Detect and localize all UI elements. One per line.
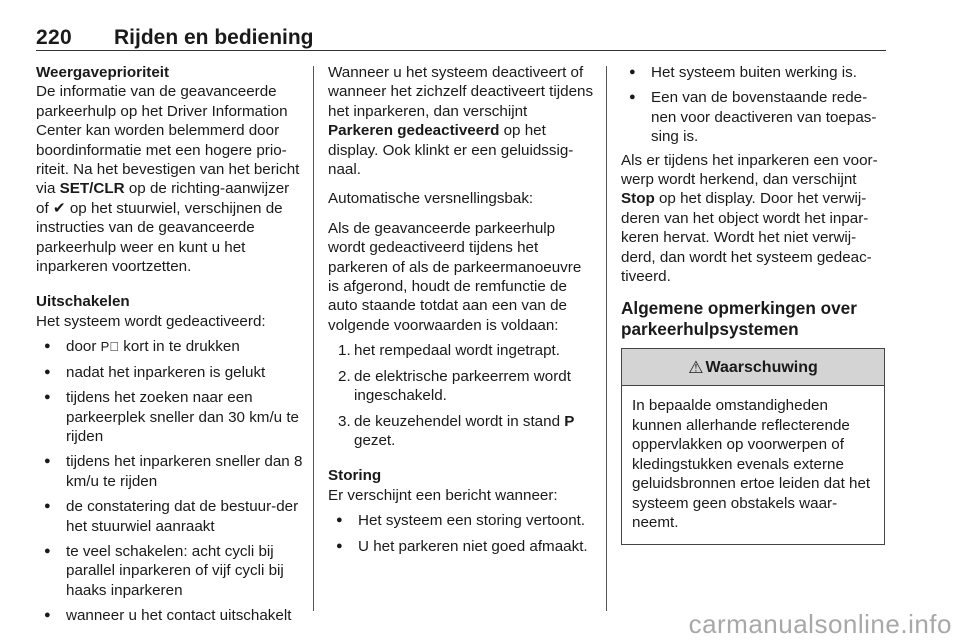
text-run: gezet.	[354, 431, 396, 449]
list-item: ● Het systeem buiten werking is.	[621, 63, 887, 82]
list-item: ● Het systeem een storing vertoont.	[328, 511, 596, 530]
list-item	[328, 341, 596, 360]
column-1	[36, 63, 304, 626]
list-item: ● de constatering dat de bestuur-der het stuurwiel aanraakt	[36, 497, 304, 536]
heading-display-priority: Weergaveprioriteit	[36, 64, 170, 81]
subheading-general-remarks: Algemene opmerkingen over parkeerhulpsystemen	[621, 298, 857, 340]
list-item: ● Een van de bovenstaande rede-nen voor deactiveren van toepas-sing is.	[621, 88, 887, 146]
list-item: ● tijdens het inparkeren sneller dan 8 km/u te rijden	[36, 452, 304, 491]
watermark: carmanualsonline.info	[688, 609, 952, 639]
set-clr-label: SET/CLR	[59, 180, 125, 198]
parking-deactivated-label: Parkeren gedeactiveerd	[328, 122, 500, 140]
paragraph-deactivated	[328, 63, 596, 179]
warning-box	[621, 348, 885, 545]
page-title: Rijden en bediening	[114, 26, 314, 49]
paragraph-brake-hold: Als de geavanceerde parkeerhulp wordt gedeactiveerd tijdens het parkeren of als de parkeermanoeuvre is afgerond, houdt de remfunctie de auto staande totdat aan een van de volgende voorwaarden is voldaan:	[328, 219, 582, 334]
text-run: op het display. Ook klinkt er een geluidssig-naal.	[328, 122, 574, 179]
text-run: de keuzehendel wordt in stand	[354, 412, 565, 430]
page-header	[36, 26, 886, 50]
paragraph-display-priority	[36, 82, 304, 276]
warning-title: Waarschuwing	[705, 358, 818, 376]
list-number: 3.	[338, 412, 351, 430]
paragraph-automatic-gearbox: Automatische versnellingsbak:	[328, 190, 534, 208]
list-item: ● tijdens het zoeken naar een parkeerplek sneller dan 30 km/u te rijden	[36, 388, 304, 446]
text-run: Wanneer u het systeem deactiveert of wanneer het zichzelf deactiveert tijdens het inparkeren, dan verschijnt	[328, 64, 594, 120]
intro-switch-off: Het systeem wordt gedeactiveerd:	[36, 312, 266, 330]
header-divider	[36, 50, 886, 51]
intro-fault: Er verschijnt een bericht wanneer:	[328, 486, 558, 504]
column-2	[328, 63, 596, 556]
list-item: ● U het parkeren niet goed afmaakt.	[328, 537, 596, 556]
paragraph-stop	[621, 151, 887, 287]
list-item	[328, 367, 596, 406]
column-divider-1	[313, 66, 314, 611]
list-item: ● te veel schakelen: acht cycli bij parallel inparkeren of vijf cycli bij haaks inparkeren	[36, 542, 304, 600]
warning-body: In bepaalde omstandigheden kunnen allerhande reflecterende oppervlakken op voorwerpen of kledingstukken evenals externe geluidsbronnen ertoe leiden dat het systeem geen obstakels waar-neemt.	[632, 397, 871, 531]
text-run: kort in te drukken	[119, 338, 240, 356]
list-number: 1.	[338, 342, 351, 360]
conditions-list	[328, 341, 596, 450]
page-number: 220	[36, 26, 72, 49]
list-item	[36, 337, 304, 356]
list-item: ● wanneer u het contact uitschakelt	[36, 606, 304, 625]
fault-list-continued	[621, 63, 887, 147]
text-run: op het stuurwiel, verschijnen de instructies van de geavanceerde parkeerhulp weer en kunt u het inparkeren voortzetten.	[36, 199, 283, 276]
column-3	[621, 63, 887, 545]
list-item: ● nadat het inparkeren is gelukt	[36, 363, 304, 382]
text-run: op de richting-aanwijzer of	[36, 180, 290, 217]
fault-list	[328, 511, 596, 556]
text-run: het rempedaal wordt ingetrapt.	[354, 342, 560, 360]
column-divider-2	[606, 66, 607, 611]
gear-p-label: P	[564, 412, 575, 430]
text-run: De informatie van de geavanceerde parkeerhulp op het Driver Information Center kan worden belemmerd door boordinformatie met een hogere prio-riteit. Na het bevestigen van het bericht via	[36, 83, 300, 198]
parking-assist-icon: P⃞	[100, 339, 120, 355]
list-number: 2.	[338, 367, 351, 385]
checkmark-icon: ✔	[52, 199, 66, 217]
text-run: op het display. Door het verwij-deren van het object wordt het inpar-keren hervat. Wordt het niet verwij-derd, dan wordt het systeem gedeac-tiveerd.	[621, 190, 872, 286]
text-run: Als er tijdens het inparkeren een voor-werp wordt herkend, dan verschijnt	[621, 151, 878, 189]
heading-fault: Storing	[328, 467, 382, 485]
heading-switch-off: Uitschakelen	[36, 293, 130, 311]
list-item	[328, 412, 596, 451]
text-run: door	[66, 338, 101, 356]
warning-triangle-icon: ⚠	[688, 357, 704, 377]
text-run: de elektrische parkeerrem wordt ingeschakeld.	[354, 367, 571, 405]
deactivation-list	[36, 337, 304, 625]
stop-label: Stop	[621, 190, 655, 208]
warning-header	[622, 349, 884, 386]
